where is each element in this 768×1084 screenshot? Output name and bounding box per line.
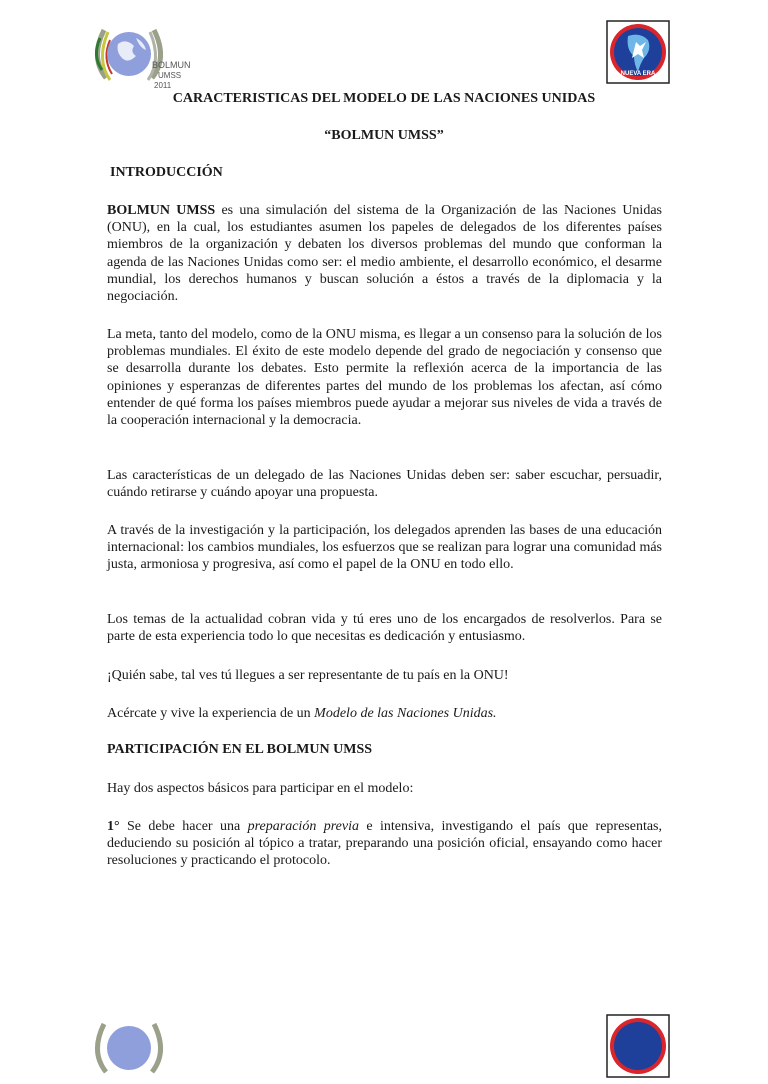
paragraph-delegate: Las características de un delegado de las Naciones Unidas deben ser: saber escuchar, persuadir, cuándo retirarse y cuándo apoyar una propuesta. [107,468,662,501]
paragraph-invite [107,705,662,722]
document-title: CARACTERISTICAS DEL MODELO DE LAS NACIONES UNIDAS [172,91,596,106]
paragraph-topics: Los temas de la actualidad cobran vida y tú eres uno de los encargados de resolverlos. Para se parte de esta experiencia todo lo que necesitas es dedicación y entusiasmo. [107,612,662,645]
paragraph-research: A través de la investigación y la participación, los delegados aprenden las bases de una educación internacional: los cambios mundiales, los esfuerzos que se realizan para lograr una comunidad más justa, armoniosa y progresiva, así como el papel de la ONU en todo ello. [107,523,662,573]
step-emphasis: preparación previa [247,819,359,834]
globe-icon-bottom [107,1026,151,1070]
logo-line2: UMSS [158,71,182,80]
paragraph-invite-text: Acércate y vive la experiencia de un [107,706,315,721]
intro-heading: INTRODUCCIÓN [110,165,223,180]
paragraph-goal: La meta, tanto del modelo, como de la ONU misma, es llegar a un consenso para la solución de los problemas mundiales. El éxito de este modelo depende del grado de negociación y consenso que se desarrolla durante los debates. Esto permite la reflexión acerca de la importancia de las opiniones y esperanzas de diferentes partes del mundo de los problemas los afectan, así cómo entender de qué forma los países miembros puede ayudar a mejorar sus niveles de vida a través de la cooperación internacional y la democracia. [107,327,662,429]
logo-right-label: NUEVA ERA [620,71,656,77]
step-text-a: Se debe hacer una [119,819,248,834]
paragraph-step-1 [107,818,662,870]
step-text-b: e intensiva, investigando el país que representas, deduciendo su posición al tópico a tratar, preparando una posición oficial, ensayando como hacer resoluciones y practicando el protocolo. [107,819,663,869]
logo-line3: 2011 [154,81,172,90]
participation-heading: PARTICIPACIÓN EN EL BOLMUN UMSS [107,742,373,757]
paragraph-intro-text: es una simulación del sistema de la Organización de las Naciones Unidas (ONU), en la cual, los estudiantes asumen los papeles de delegados de los diferentes países miembros de la organización y debaten los diversos problemas del mundo que conforman la agenda de las Naciones Unidas como ser: el medio ambiente, el desarrollo económico, el desarme mundial, los derechos humanos y buscan solución a éstos a través de la diplomacia y la negociación. [107,203,662,305]
paragraph-intro [107,202,662,305]
brand-name: BOLMUN UMSS [107,203,216,218]
document-subtitle: “BOLMUN UMSS” [324,128,444,143]
logo-line1: BOLMUN [152,60,191,70]
paragraph-question: ¡Quién sabe, tal ves tú llegues a ser representante de tu país en la ONU! [107,668,509,683]
bolmun-logo-bottom [88,1012,238,1084]
bolmun-logo [88,18,238,90]
paragraph-aspects: Hay dos aspectos básicos para participar en el modelo: [107,781,414,796]
step-number: 1° [107,819,120,834]
nueva-era-logo [606,20,670,84]
paragraph-invite-emphasis: Modelo de las Naciones Unidas. [314,706,497,721]
